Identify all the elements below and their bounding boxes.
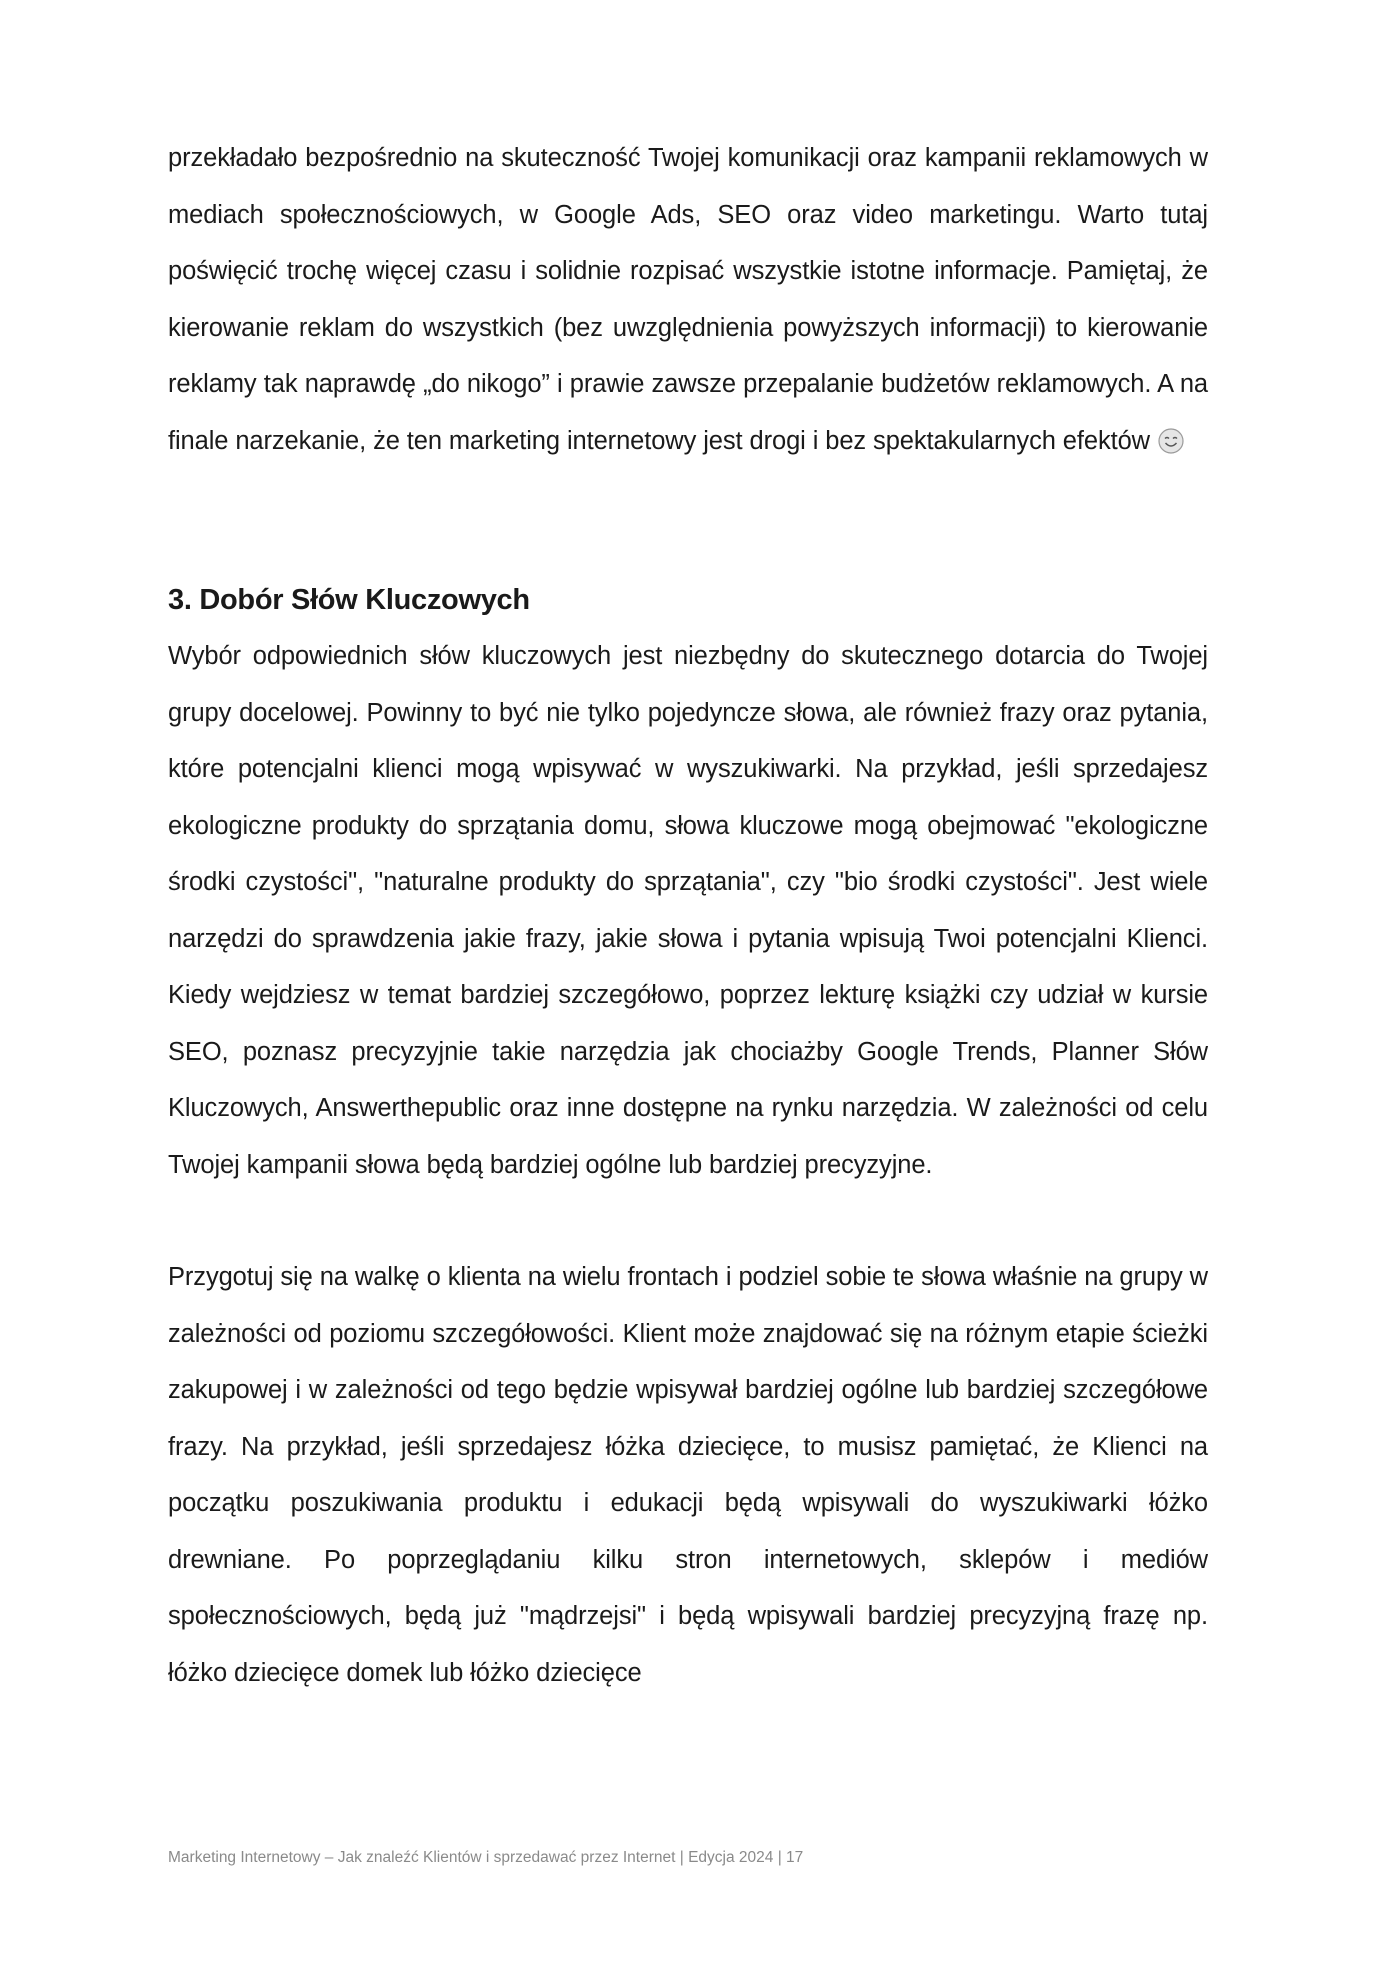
section-heading: 3. Dobór Słów Kluczowych (168, 584, 530, 616)
paragraph-keywords: Wybór odpowiednich słów kluczowych jest niezbędny do skutecznego dotarcia do Twojej grupy docelowej. Powinny to być nie tylko pojedyncze słowa, ale również frazy oraz pytania, które potencjalni klienci mogą wpisywać w wyszukiwarki. Na przykład, jeśli sprzedajesz ekologiczne produkty do sprzątania domu, słowa kluczowe mogą obejmować "ekologiczne środki czystości", "naturalne produkty do sprzątania", czy "bio środki czystości". Jest wiele narzędzi do sprawdzenia jakie frazy, jakie słowa i pytania wpisują Twoi potencjalni Klienci. Kiedy wejdziesz w temat bardziej szczegółowo, poprzez lekturę książki czy udział w kursie SEO, poznasz precyzyjnie takie narzędzia jak chociażby Google Trends, Planner Słów Kluczowych, Answerthepublic oraz inne dostępne na rynku narzędzia. W zależności od celu Twojej kampanii słowa będą bardziej ogólne lub bardziej precyzyjne. (168, 642, 1208, 1179)
smiley-face-icon (1158, 418, 1184, 444)
intro-paragraph-text: przekładało bezpośrednio na skuteczność Twojej komunikacji oraz kampanii reklamowych w mediach społecznościowych, w Google Ads, SEO oraz video marketingu. Warto tutaj poświęcić trochę więcej czasu i solidnie rozpisać wszystkie istotne informacje. Pamiętaj, że kierowanie reklam do wszystkich (bez uwzględnienia powyższych informacji) to kierowanie reklamy tak naprawdę „do nikogo” i prawie zawsze przepalanie budżetów reklamowych. A na finale narzekanie, że ten marketing internetowy jest drogi i bez spektakularnych efektów (168, 144, 1208, 455)
paragraph-keyword-groups: Przygotuj się na walkę o klienta na wielu frontach i podziel sobie te słowa właśnie na grupy w zależności od poziomu szczegółowości. Klient może znajdować się na różnym etapie ścieżki zakupowej i w zależności od tego będzie wpisywał bardziej ogólne lub bardziej szczegółowe frazy. Na przykład, jeśli sprzedajesz łóżka dziecięce, to musisz pamiętać, że Klienci na początku poszukiwania produktu i edukacji będą wpisywali do wyszukiwarki łóżko drewniane. Po poprzeglądaniu kilku stron internetowych, sklepów i mediów społecznościowych, będą już "mądrzejsi" i będą wpisywali bardziej precyzyjną frazę np. łóżko dziecięce domek lub łóżko dziecięce (168, 1263, 1208, 1687)
intro-paragraph (168, 130, 1208, 469)
page-footer: Marketing Internetowy – Jak znaleźć Klientów i sprzedawać przez Internet | Edycja 2024 | 17 (168, 1849, 804, 1866)
page-content (168, 130, 1208, 1701)
